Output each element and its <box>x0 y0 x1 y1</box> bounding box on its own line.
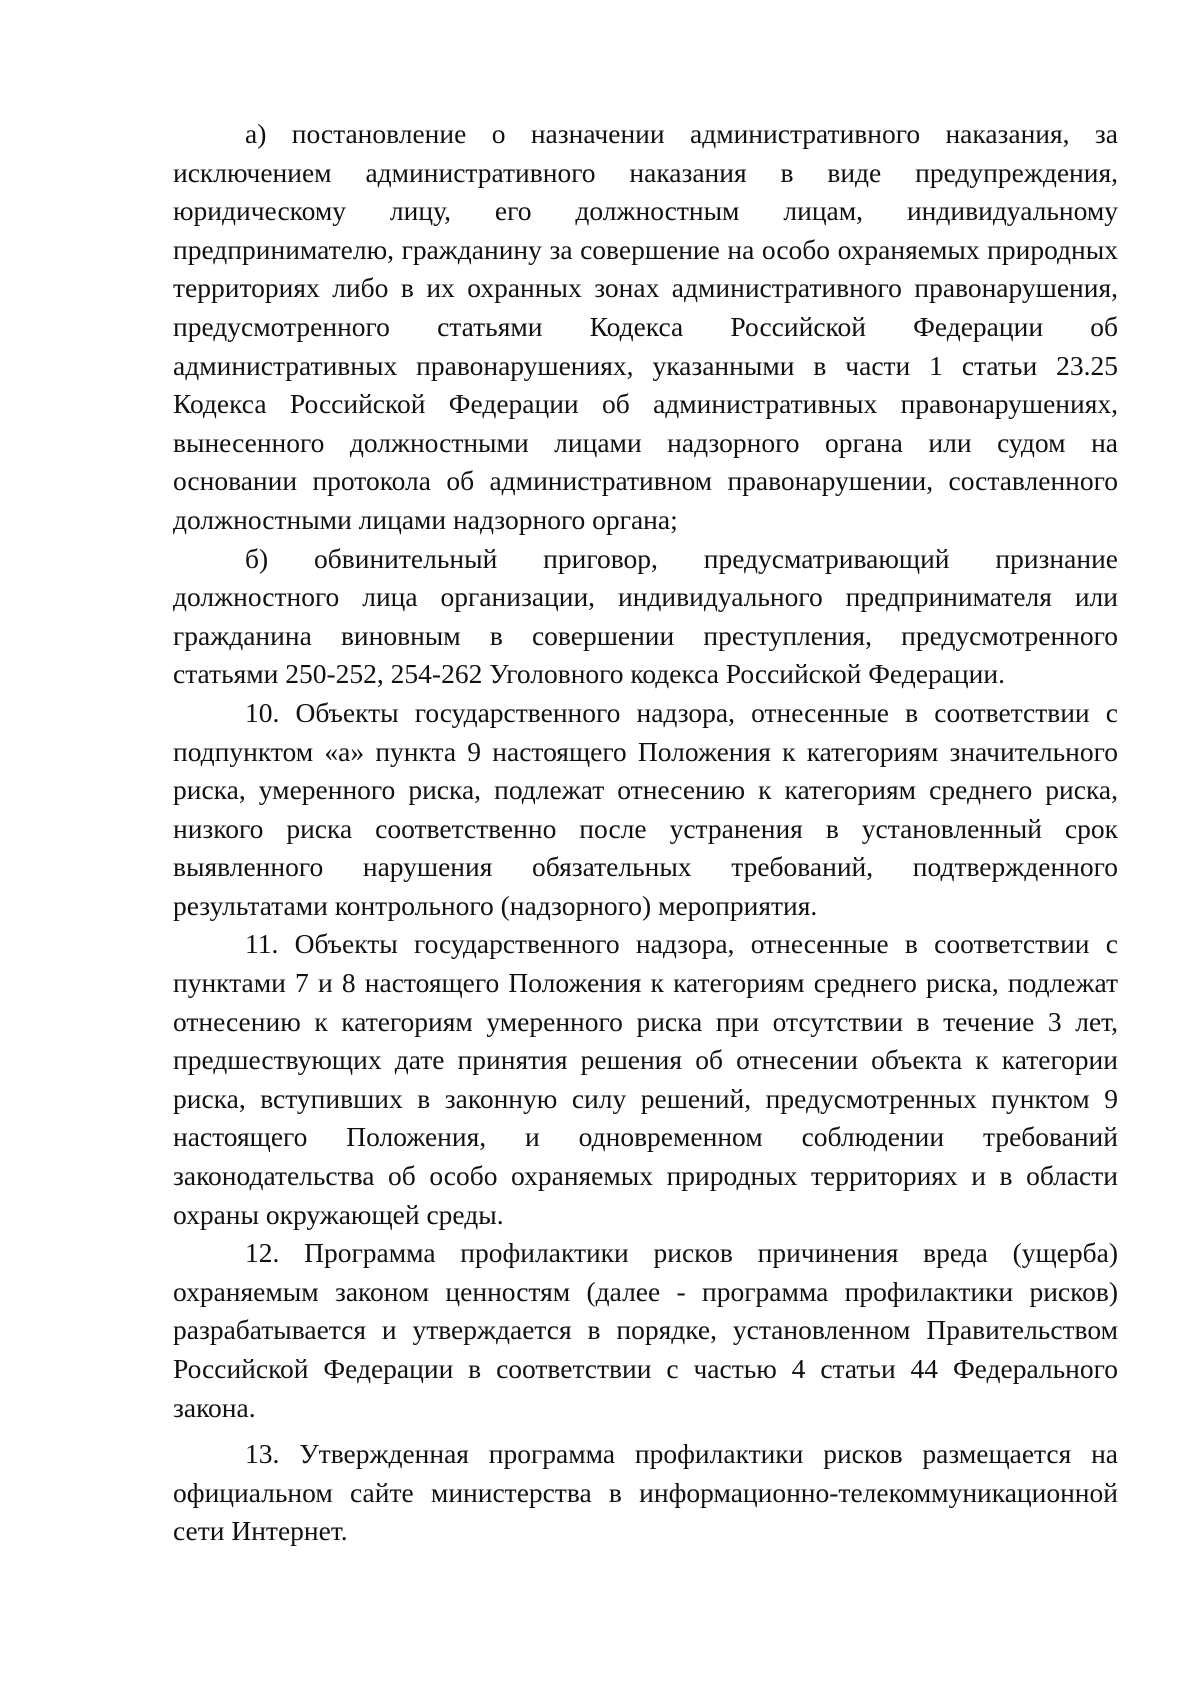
paragraph-9b: б) обвинительный приговор, предусматривающий признание должностного лица организации, индивидуального предпринимателя или гражданина виновным в совершении преступления, предусмотренного статьями 250-252, 254-262 Уголовного кодекса Российской Федерации. <box>173 542 1118 690</box>
paragraph-9a: а) постановление о назначении административного наказания, за исключением административного наказания в виде предупреждения, юридическому лицу, его должностным лицам, индивидуальному предпринимателю, гражданину за совершение на особо охраняемых природных территориях либо в их охранных зонах административного правонарушения, предусмотренного статьями Кодекса Российской Федерации об административных правонарушениях, указанными в части 1 статьи 23.25 Кодекса Российской Федерации об административных правонарушениях, вынесенного должностными лицами надзорного органа или судом на основании протокола об административном правонарушении, составленного должностными лицами надзорного органа; <box>173 118 1118 535</box>
paragraph-11: 11. Объекты государственного надзора, отнесенные в соответствии с пунктами 7 и 8 настоящего Положения к категориям среднего риска, подлежат отнесению к категориям умеренного риска при отсутствии в течение 3 лет, предшествующих дате принятия решения об отнесении объекта к категории риска, вступивших в законную силу решений, предусмотренных пунктом 9 настоящего Положения, и одновременном соблюдении требований законодательства об особо охраняемых природных территориях и в области охраны окружающей среды. <box>173 928 1118 1230</box>
document-body <box>173 115 1118 1551</box>
paragraph-12: 12. Программа профилактики рисков причинения вреда (ущерба) охраняемым законом ценностям (далее - программа профилактики рисков) разрабатывается и утверждается в порядке, установленном Правительством Российской Федерации в соответствии с частью 4 статьи 44 Федерального закона. <box>173 1237 1118 1423</box>
paragraph-13: 13. Утвержденная программа профилактики рисков размещается на официальном сайте министерства в информационно-телекоммуникационной сети Интернет. <box>173 1438 1118 1547</box>
paragraph-10: 10. Объекты государственного надзора, отнесенные в соответствии с подпунктом «а» пункта 9 настоящего Положения к категориям значительного риска, умеренного риска, подлежат отнесению к категориям среднего риска, низкого риска соответственно после устранения в установленный срок выявленного нарушения обязательных требований, подтвержденного результатами контрольного (надзорного) мероприятия. <box>173 696 1118 921</box>
